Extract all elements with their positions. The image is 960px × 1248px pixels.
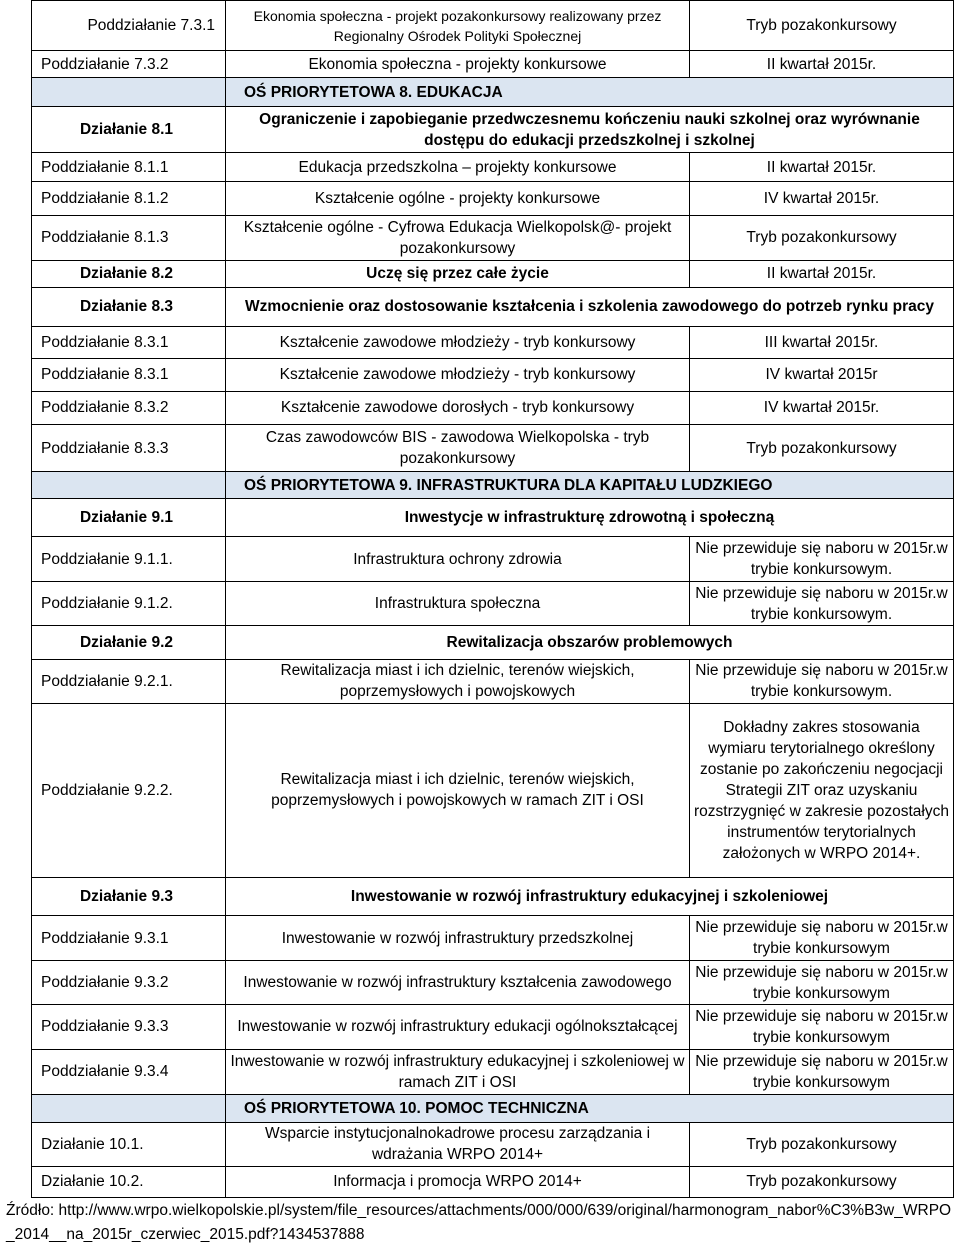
sub-action-description: Kształcenie zawodowe dorosłych - tryb konkursowy	[226, 391, 690, 424]
action-title: Ograniczenie i zapobieganie przedwczesnemu kończeniu nauki szkolnej oraz wyrównanie dostępu do edukacji przedszkolnej i szkolnej	[226, 107, 954, 153]
sub-action-schedule: Nie przewiduje się naboru w 2015r.w trybie konkursowym	[690, 1049, 954, 1094]
sub-action-label: Poddziałanie 8.1.2	[32, 182, 226, 215]
priority-axis-spacer	[32, 78, 226, 107]
sub-action-schedule: Dokładny zakres stosowania wymiaru terytorialnego określony zostanie po zakończeniu negocjacji Strategii ZIT oraz uzyskaniu rozstrzygnięć w zakresie pozostałych instrumentów terytorialnych założonych w WRPO 2014+.	[690, 703, 954, 877]
sub-action-row	[32, 391, 954, 424]
sub-action-label: Poddziałanie 9.3.2	[32, 961, 226, 1005]
sub-action-row	[32, 1122, 954, 1166]
sub-action-row	[32, 916, 954, 961]
sub-action-label: Działanie 8.2	[32, 260, 226, 287]
sub-action-schedule: IV kwartał 2015r	[690, 358, 954, 391]
sub-action-schedule: IV kwartał 2015r.	[690, 391, 954, 424]
sub-action-description: Wsparcie instytucjonalnokadrowe procesu zarządzania i wdrażania WRPO 2014+	[226, 1122, 690, 1166]
action-title: Wzmocnienie oraz dostosowanie kształcenia i szkolenia zawodowego do potrzeb rynku pracy	[226, 287, 954, 326]
sub-action-row	[32, 1049, 954, 1094]
sub-action-label: Poddziałanie 8.1.3	[32, 215, 226, 260]
sub-action-description: Kształcenie zawodowe młodzieży - tryb konkursowy	[226, 358, 690, 391]
sub-action-description: Ekonomia społeczna - projekt pozakonkursowy realizowany przez Regionalny Ośrodek Polityki Społecznej	[226, 1, 690, 51]
sub-action-label: Poddziałanie 9.2.1.	[32, 659, 226, 703]
sub-action-label: Poddziałanie 7.3.2	[32, 51, 226, 78]
action-label: Działanie 8.1	[32, 107, 226, 153]
sub-action-schedule: Tryb pozakonkursowy	[690, 1, 954, 51]
priority-axis-title: OŚ PRIORYTETOWA 9. INFRASTRUKTURA DLA KAPITAŁU LUDZKIEGO	[226, 472, 954, 499]
action-title: Inwestycje w infrastrukturę zdrowotną i społeczną	[226, 499, 954, 537]
action-row	[32, 878, 954, 916]
sub-action-label: Działanie 10.2.	[32, 1166, 226, 1197]
action-row	[32, 626, 954, 659]
action-row	[32, 499, 954, 537]
sub-action-description: Informacja i promocja WRPO 2014+	[226, 1166, 690, 1197]
sub-action-schedule: III kwartał 2015r.	[690, 326, 954, 358]
sub-action-description: Edukacja przedszkolna – projekty konkursowe	[226, 153, 690, 182]
sub-action-row	[32, 703, 954, 877]
sub-action-description: Ekonomia społeczna - projekty konkursowe	[226, 51, 690, 78]
sub-action-label: Poddziałanie 9.3.1	[32, 916, 226, 961]
sub-action-schedule: Tryb pozakonkursowy	[690, 1166, 954, 1197]
sub-action-label: Poddziałanie 9.1.2.	[32, 582, 226, 626]
sub-action-row	[32, 215, 954, 260]
sub-action-schedule: Tryb pozakonkursowy	[690, 1122, 954, 1166]
action-title: Rewitalizacja obszarów problemowych	[226, 626, 954, 659]
sub-action-label: Poddziałanie 9.2.2.	[32, 703, 226, 877]
sub-action-row	[32, 582, 954, 626]
priority-axis-row	[32, 78, 954, 107]
sub-action-description: Inwestowanie w rozwój infrastruktury edukacji ogólnokształcącej	[226, 1005, 690, 1049]
sub-action-description: Rewitalizacja miast i ich dzielnic, terenów wiejskich, poprzemysłowych i powojskowych w ramach ZIT i OSI	[226, 703, 690, 877]
priority-axis-title: OŚ PRIORYTETOWA 8. EDUKACJA	[226, 78, 954, 107]
sub-action-schedule: Tryb pozakonkursowy	[690, 215, 954, 260]
sub-action-row	[32, 659, 954, 703]
priority-axis-spacer	[32, 472, 226, 499]
sub-action-description: Uczę się przez całe życie	[226, 260, 690, 287]
sub-action-description: Kształcenie zawodowe młodzieży - tryb konkursowy	[226, 326, 690, 358]
action-label: Działanie 9.3	[32, 878, 226, 916]
sub-action-row	[32, 1166, 954, 1197]
sub-action-label: Poddziałanie 8.1.1	[32, 153, 226, 182]
sub-action-row	[32, 425, 954, 472]
sub-action-schedule: Nie przewiduje się naboru w 2015r.w trybie konkursowym.	[690, 582, 954, 626]
sub-action-row	[32, 537, 954, 582]
action-row	[32, 107, 954, 153]
sub-action-schedule: IV kwartał 2015r.	[690, 182, 954, 215]
action-label: Działanie 9.1	[32, 499, 226, 537]
sub-action-label: Poddziałanie 9.1.1.	[32, 537, 226, 582]
sub-action-row	[32, 260, 954, 287]
sub-action-description: Inwestowanie w rozwój infrastruktury przedszkolnej	[226, 916, 690, 961]
sub-action-label: Poddziałanie 8.3.2	[32, 391, 226, 424]
sub-action-description: Czas zawodowców BIS - zawodowa Wielkopolska - tryb pozakonkursowy	[226, 425, 690, 472]
sub-action-schedule: Nie przewiduje się naboru w 2015r.w trybie konkursowym.	[690, 537, 954, 582]
sub-action-row	[32, 1005, 954, 1049]
sub-action-schedule: II kwartał 2015r.	[690, 153, 954, 182]
schedule-table	[31, 0, 954, 1198]
sub-action-description: Infrastruktura społeczna	[226, 582, 690, 626]
sub-action-schedule: Nie przewiduje się naboru w 2015r.w trybie konkursowym	[690, 961, 954, 1005]
sub-action-schedule: Nie przewiduje się naboru w 2015r.w trybie konkursowym	[690, 1005, 954, 1049]
sub-action-schedule: II kwartał 2015r.	[690, 260, 954, 287]
sub-action-description: Kształcenie ogólne - projekty konkursowe	[226, 182, 690, 215]
action-label: Działanie 9.2	[32, 626, 226, 659]
sub-action-label: Poddziałanie 9.3.4	[32, 1049, 226, 1094]
priority-axis-row	[32, 472, 954, 499]
sub-action-label: Działanie 10.1.	[32, 1122, 226, 1166]
sub-action-row	[32, 182, 954, 215]
sub-action-row	[32, 153, 954, 182]
sub-action-label: Poddziałanie 8.3.1	[32, 358, 226, 391]
action-label: Działanie 8.3	[32, 287, 226, 326]
sub-action-schedule: Nie przewiduje się naboru w 2015r.w trybie konkursowym.	[690, 659, 954, 703]
sub-action-row	[32, 326, 954, 358]
sub-action-schedule: II kwartał 2015r.	[690, 51, 954, 78]
sub-action-description: Rewitalizacja miast i ich dzielnic, terenów wiejskich, poprzemysłowych i powojskowych	[226, 659, 690, 703]
sub-action-description: Inwestowanie w rozwój infrastruktury kształcenia zawodowego	[226, 961, 690, 1005]
priority-axis-title: OŚ PRIORYTETOWA 10. POMOC TECHNICZNA	[226, 1094, 954, 1122]
priority-axis-row	[32, 1094, 954, 1122]
sub-action-label: Poddziałanie 8.3.3	[32, 425, 226, 472]
sub-action-description: Kształcenie ogólne - Cyfrowa Edukacja Wielkopolsk@- projekt pozakonkursowy	[226, 215, 690, 260]
priority-axis-spacer	[32, 1094, 226, 1122]
sub-action-row	[32, 961, 954, 1005]
sub-action-label: Poddziałanie 8.3.1	[32, 326, 226, 358]
sub-action-label: Poddziałanie 7.3.1	[32, 1, 226, 51]
sub-action-row	[32, 51, 954, 78]
schedule-table-body	[32, 1, 954, 1198]
sub-action-schedule: Tryb pozakonkursowy	[690, 425, 954, 472]
action-row	[32, 287, 954, 326]
sub-action-row	[32, 358, 954, 391]
sub-action-description: Infrastruktura ochrony zdrowia	[226, 537, 690, 582]
source-note: Źródło: http://www.wrpo.wielkopolskie.pl/system/file_resources/attachments/000/000/639/original/harmonogram_nabor%C3%B3w_WRPO_2014__na_2015r_czerwiec_2015.pdf?1434537888	[6, 1202, 952, 1243]
sub-action-description: Inwestowanie w rozwój infrastruktury edukacyjnej i szkoleniowej w ramach ZIT i OSI	[226, 1049, 690, 1094]
sub-action-row	[32, 1, 954, 51]
sub-action-label: Poddziałanie 9.3.3	[32, 1005, 226, 1049]
action-title: Inwestowanie w rozwój infrastruktury edukacyjnej i szkoleniowej	[226, 878, 954, 916]
sub-action-schedule: Nie przewiduje się naboru w 2015r.w trybie konkursowym	[690, 916, 954, 961]
